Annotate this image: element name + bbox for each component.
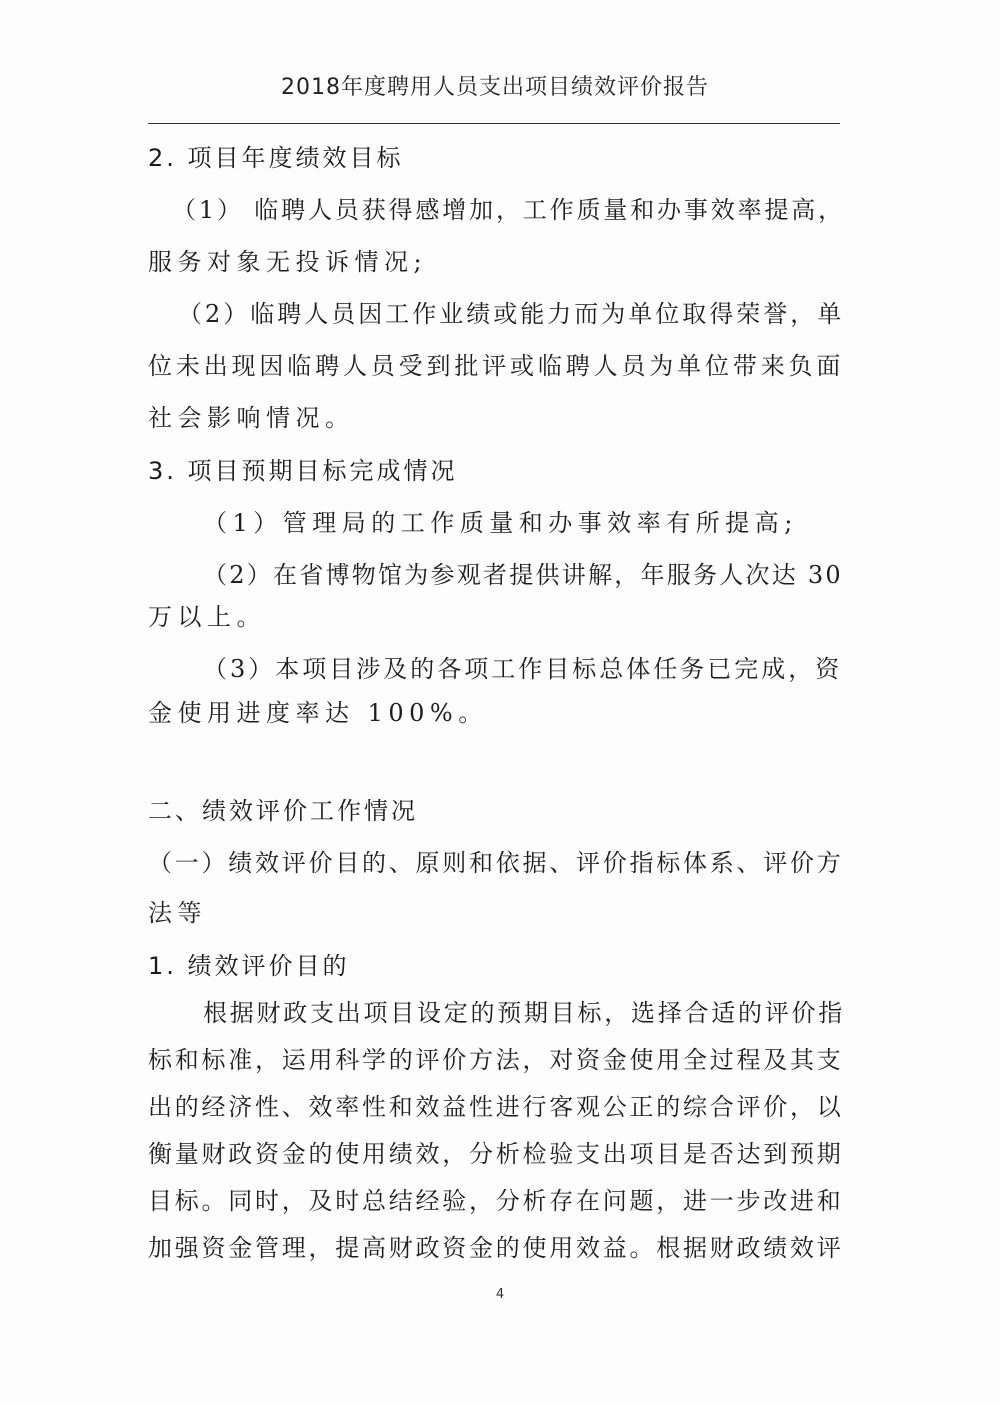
header-divider xyxy=(148,123,840,124)
paragraph-line: 衡量财政资金的使用绩效，分析检验支出项目是否达到预期 xyxy=(148,1140,844,1168)
paragraph-line: 根据财政支出项目设定的预期目标，选择合适的评价指 xyxy=(203,999,845,1027)
page-number: 4 xyxy=(495,1287,505,1302)
paragraph-line: （2）临聘人员因工作业绩或能力而为单位取得荣誉，单 xyxy=(178,300,845,328)
paragraph-line: 金使用进度率达 100%。 xyxy=(148,699,488,727)
paragraph-line: 标和标准，运用科学的评价方法，对资金使用全过程及其支 xyxy=(148,1046,844,1074)
paragraph-line: （2）在省博物馆为参观者提供讲解，年服务人次达 30 xyxy=(203,561,843,589)
subsection-heading-line: 法等 xyxy=(148,899,207,927)
paragraph-line: （3）本项目涉及的各项工作目标总体任务已完成，资 xyxy=(203,655,843,683)
paragraph-line: 社会影响情况。 xyxy=(148,404,355,432)
paragraph-line: 出的经济性、效率性和效益性进行客观公正的综合评价，以 xyxy=(148,1093,844,1121)
paragraph-line: （1）管理局的工作质量和办事效率有所提高; xyxy=(203,509,798,537)
running-header: 2018年度聘用人员支出项目绩效评价报告 xyxy=(281,75,709,100)
section-heading-annual-goals: 2. 项目年度绩效目标 xyxy=(148,144,404,172)
part-heading-evaluation: 二、绩效评价工作情况 xyxy=(148,797,418,825)
paragraph-line: 加强资金管理，提高财政资金的使用效益。根据财政绩效评 xyxy=(148,1234,844,1262)
paragraph-line: （1） 临聘人员获得感增加，工作质量和办事效率提高， xyxy=(172,196,845,224)
subsection-heading-line: （一）绩效评价目的、原则和依据、评价指标体系、评价方 xyxy=(148,849,844,877)
section-heading-evaluation-purpose: 1. 绩效评价目的 xyxy=(148,952,350,980)
paragraph-line: 万以上。 xyxy=(148,603,266,631)
section-heading-expected-goals: 3. 项目预期目标完成情况 xyxy=(148,457,458,485)
paragraph-line: 目标。同时，及时总结经验，分析存在问题，进一步改进和 xyxy=(148,1187,844,1215)
paragraph-line: 服务对象无投诉情况; xyxy=(148,248,428,276)
paragraph-line: 位未出现因临聘人员受到批评或临聘人员为单位带来负面 xyxy=(148,352,845,380)
